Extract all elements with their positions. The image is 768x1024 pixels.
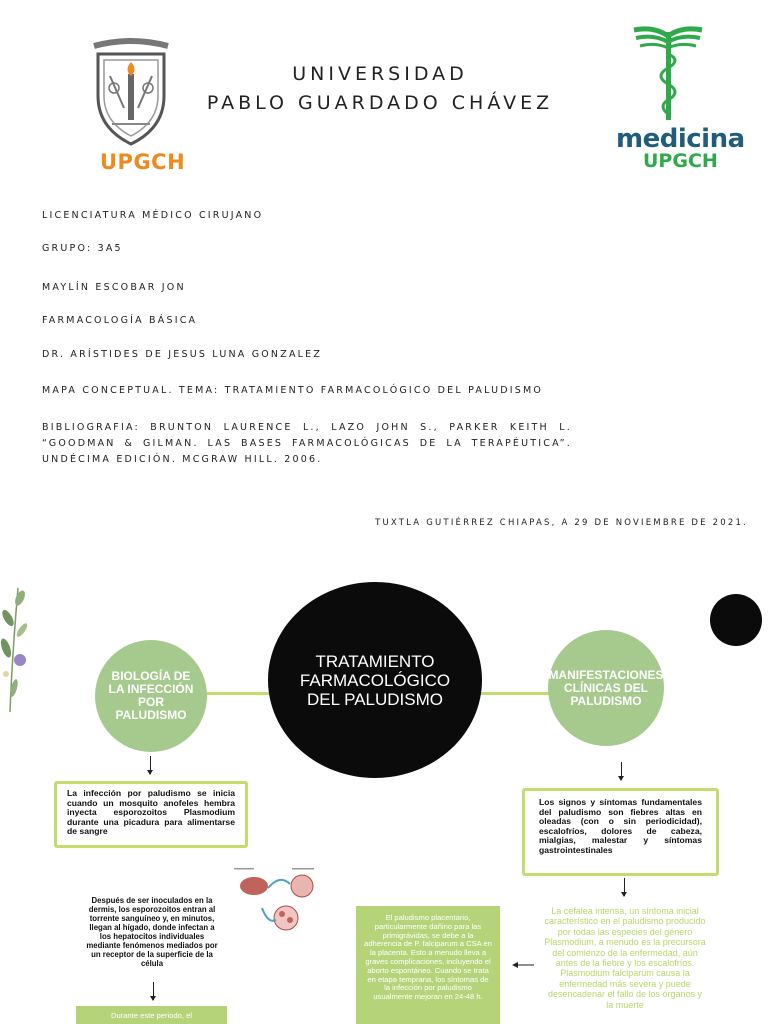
- period-box: [76, 1006, 227, 1024]
- arrow-left-icon: [512, 956, 534, 964]
- period-text: Durante este periodo, el: [110, 1011, 193, 1020]
- left-node: [95, 640, 207, 752]
- caduceus-icon: [630, 24, 706, 122]
- career-line: LICENCIATURA MÉDICO CIRUJANO: [42, 210, 264, 221]
- arrow-down-icon: [150, 756, 151, 774]
- student-line: MAYLÍN ESCOBAR JON: [42, 282, 186, 293]
- placental-malaria-text: El paludismo placentario, particularmente dañino para las primigrávidas, se debe a la adherencia de P. falciparum a CSA en la placenta. Esto a menudo lleva a graves complicaciones, incluyendo el aborto espontáneo. Cuando se trata en etapa temprana, los síntomas de la infección por paludismo usualmente mejoran en 24-48 h.: [364, 913, 492, 1002]
- right-node-label: MANIFESTACIONES CLÍNICAS DEL PALUDISMO: [548, 667, 664, 708]
- upgch-logo: [88, 36, 174, 148]
- life-cycle-icon: [232, 864, 322, 936]
- upgch-logo-text: UPGCH: [100, 150, 186, 174]
- left-node-label: BIOLOGÍA DE LA INFECCIÓN POR PALUDISMO: [108, 669, 194, 722]
- arrow-down-icon: [153, 982, 154, 1000]
- symptoms-box: [522, 788, 719, 876]
- right-connector: [480, 692, 550, 695]
- bibliography-text: BIBLIOGRAFIA: BRUNTON LAURENCE L., LAZO JOHN S., PARKER KEITH L. “GOODMAN & GILMAN. LAS BASES FARMACOLÓGICAS DE LA TERAPÉUTICA”. UNDÉCIMA EDICIÓN. MCGRAW HILL. 2006.: [42, 422, 572, 465]
- central-node-label: TRATAMIENTO FARMACOLÓGICO DEL PALUDISMO: [299, 651, 451, 709]
- infection-start-box: [54, 781, 248, 848]
- topic-line: MAPA CONCEPTUAL. TEMA: TRATAMIENTO FARMACOLÓGICO DEL PALUDISMO: [42, 385, 544, 396]
- right-node: [548, 630, 664, 746]
- life-cycle-illustration: [232, 864, 322, 936]
- shield-icon: [88, 36, 174, 148]
- liver-infection-text: Después de ser inoculados en la dermis, los esporozoitos entran al torrente sanguíneo y, en minutos, llegan al hígado, donde infectan a los hepatocitos individuales mediante fenómenos mediados por un receptor de la superficie de la célula: [86, 896, 218, 968]
- left-connector: [205, 692, 271, 695]
- university-title-line1: UNIVERSIDAD: [292, 63, 468, 85]
- medicina-logo: [630, 24, 706, 122]
- infection-start-text: La infección por paludismo se inicia cuando un mosquito anofeles hembra inyecta esporozoitos Plasmodium durante una picadura para alimentarse de sangre: [67, 788, 235, 837]
- central-node: [268, 582, 482, 778]
- university-title: [200, 60, 560, 118]
- symptoms-text: Los signos y síntomas fundamentales del paludismo son fiebres altas en oleadas (con o sin periodicidad), escalofríos, dolores de cabeza, mialgias, malestar y síntomas gastrointestinales: [539, 797, 702, 855]
- arrow-down-icon: [621, 762, 622, 780]
- flower-decoration: [0, 578, 32, 712]
- black-dot-decoration: [710, 594, 762, 646]
- placental-malaria-box: [356, 906, 500, 1024]
- headache-text: La cefalea intensa, un síntoma inicial característico en el paludismo producido por todas las especies del género Plasmodium, a menudo es la precursora del comienzo de la enfermedad, aún antes de la fiebre y los escalofríos. Plasmodium falciparum causa la enfermedad más severa y puede desencadenar el fallo de los órganos y la muerte: [544, 906, 706, 1010]
- group-line: GRUPO: 3A5: [42, 243, 123, 254]
- flower-icon: [0, 578, 32, 712]
- medicina-logo-subtext: UPGCH: [643, 150, 718, 172]
- university-title-line2: PABLO GUARDADO CHÁVEZ: [206, 92, 554, 114]
- medicina-logo-text: medicina: [616, 124, 745, 154]
- subject-line: FARMACOLOGÍA BÁSICA: [42, 315, 198, 326]
- place-date-line: TUXTLA GUTIÉRREZ CHIAPAS, A 29 DE NOVIEMBRE DE 2021.: [375, 518, 748, 528]
- teacher-line: DR. ARÍSTIDES DE JESUS LUNA GONZALEZ: [42, 349, 323, 360]
- arrow-down-icon: [624, 878, 625, 896]
